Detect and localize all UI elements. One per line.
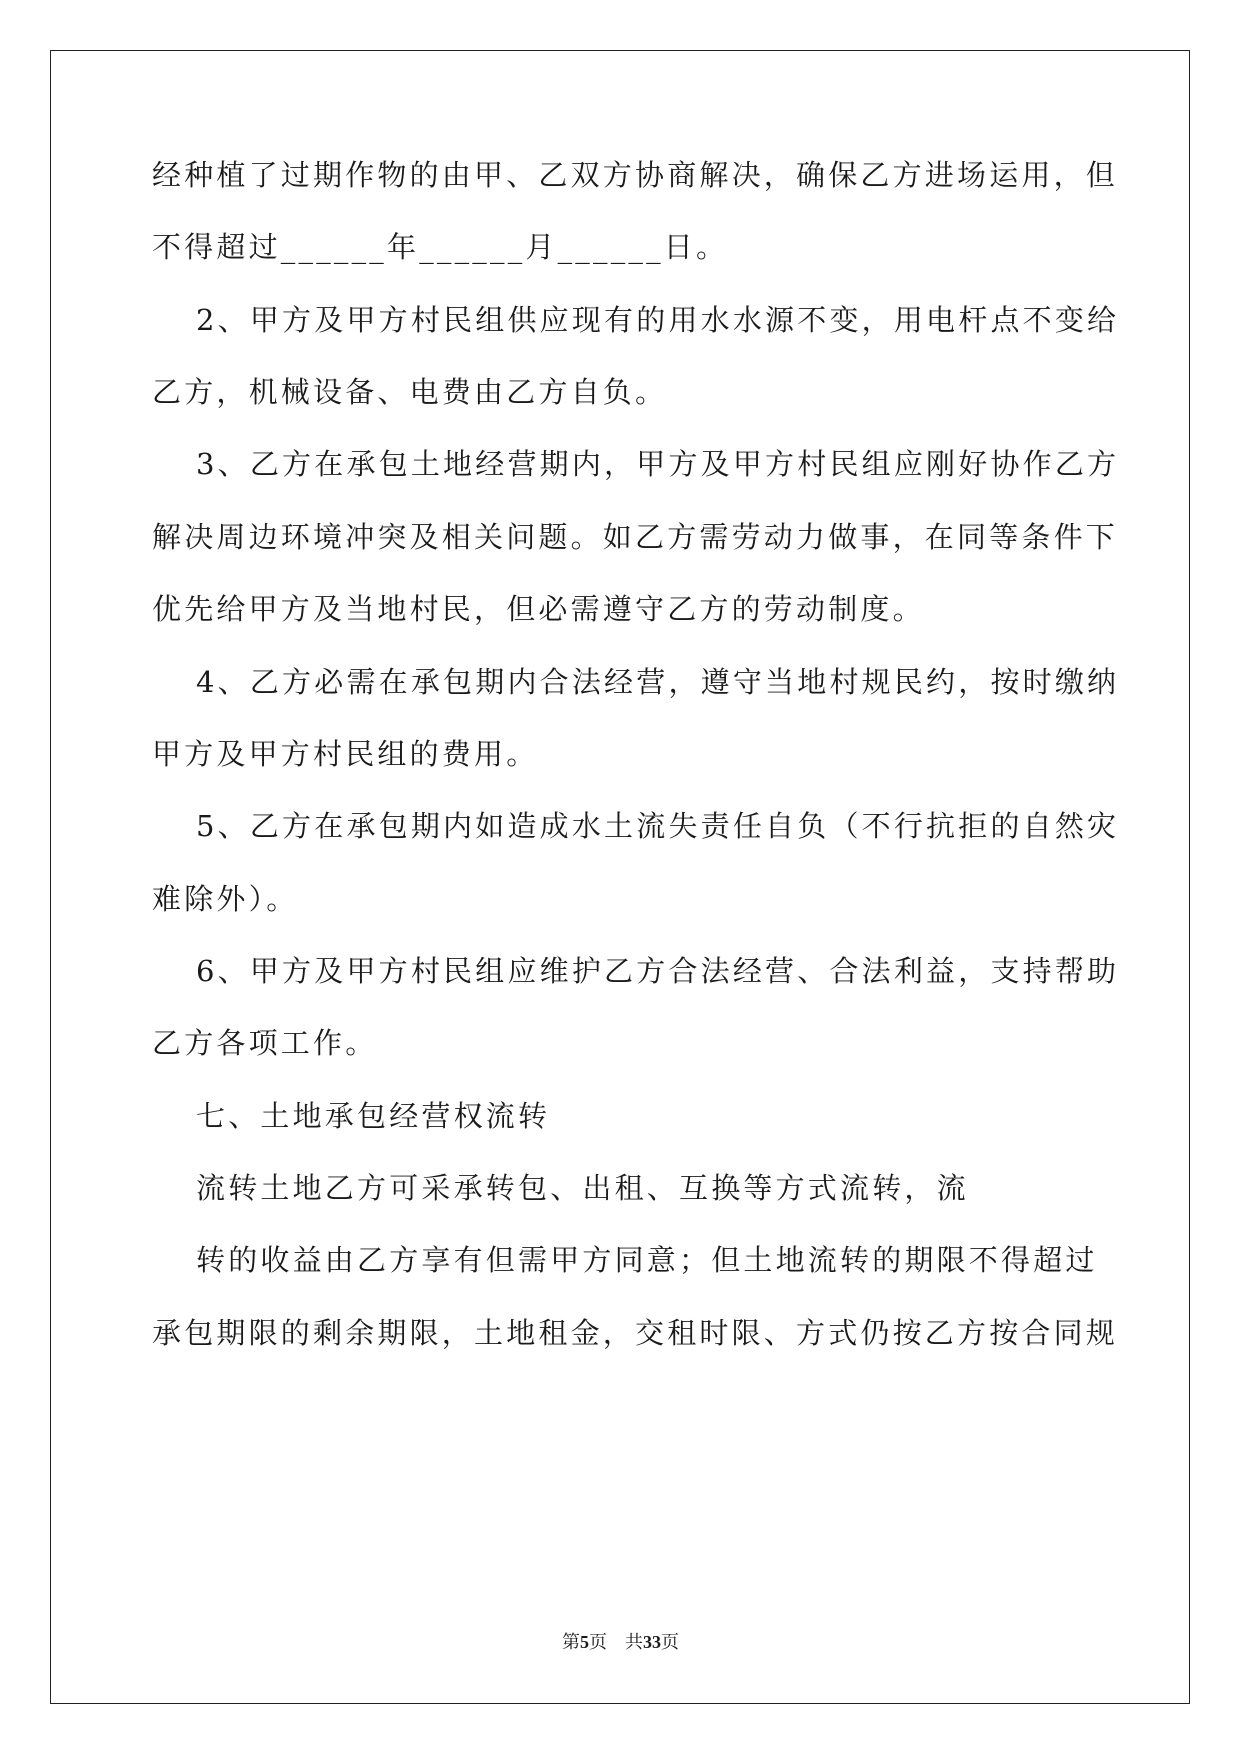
total-prefix: 共 bbox=[625, 1632, 643, 1652]
paragraph-line: 5、乙方在承包期内如造成水土流失责任自负（不行抗拒的自然灾 bbox=[196, 809, 1120, 843]
total-suffix: 页 bbox=[661, 1632, 679, 1652]
section-heading: 七、土地承包经营权流转 bbox=[196, 1099, 551, 1133]
paragraph-line: 乙方各项工作。 bbox=[152, 1026, 378, 1060]
page-prefix: 第 bbox=[562, 1632, 580, 1652]
paragraph-line: 承包期限的剩余期限，土地租金，交租时限、方式仍按乙方按合同规 bbox=[152, 1316, 1119, 1350]
paragraph-line: 流转土地乙方可采承转包、出租、互换等方式流转，流 bbox=[196, 1171, 969, 1205]
paragraph-line: 甲方及甲方村民组的费用。 bbox=[152, 737, 539, 771]
paragraph-line: 乙方，机械设备、电费由乙方自负。 bbox=[152, 375, 668, 409]
paragraph-line: 优先给甲方及当地村民，但必需遵守乙方的劳动制度。 bbox=[152, 592, 925, 626]
paragraph-line: 4、乙方必需在承包期内合法经营，遵守当地村规民约，按时缴纳 bbox=[196, 665, 1120, 699]
page-suffix: 页 bbox=[589, 1632, 607, 1652]
paragraph-line: 解决周边环境冲突及相关问题。如乙方需劳动力做事，在同等条件下 bbox=[152, 520, 1119, 554]
paragraph-line: 经种植了过期作物的由甲、乙双方协商解决，确保乙方进场运用，但 bbox=[152, 158, 1119, 192]
page-footer bbox=[0, 1630, 1241, 1654]
page-number: 5 bbox=[580, 1632, 589, 1652]
paragraph-line: 6、甲方及甲方村民组应维护乙方合法经营、合法利益，支持帮助 bbox=[196, 954, 1120, 988]
paragraph-line: 2、甲方及甲方村民组供应现有的用水水源不变，用电杆点不变给 bbox=[196, 303, 1120, 337]
total-pages: 33 bbox=[643, 1632, 661, 1652]
paragraph-line: 3、乙方在承包土地经营期内，甲方及甲方村民组应刚好协作乙方 bbox=[196, 447, 1120, 481]
paragraph-line: 不得超过______年______月______日。 bbox=[152, 230, 729, 264]
paragraph-line: 难除外）。 bbox=[152, 882, 299, 916]
paragraph-line: 转的收益由乙方享有但需甲方同意；但土地流转的期限不得超过 bbox=[196, 1243, 1098, 1277]
